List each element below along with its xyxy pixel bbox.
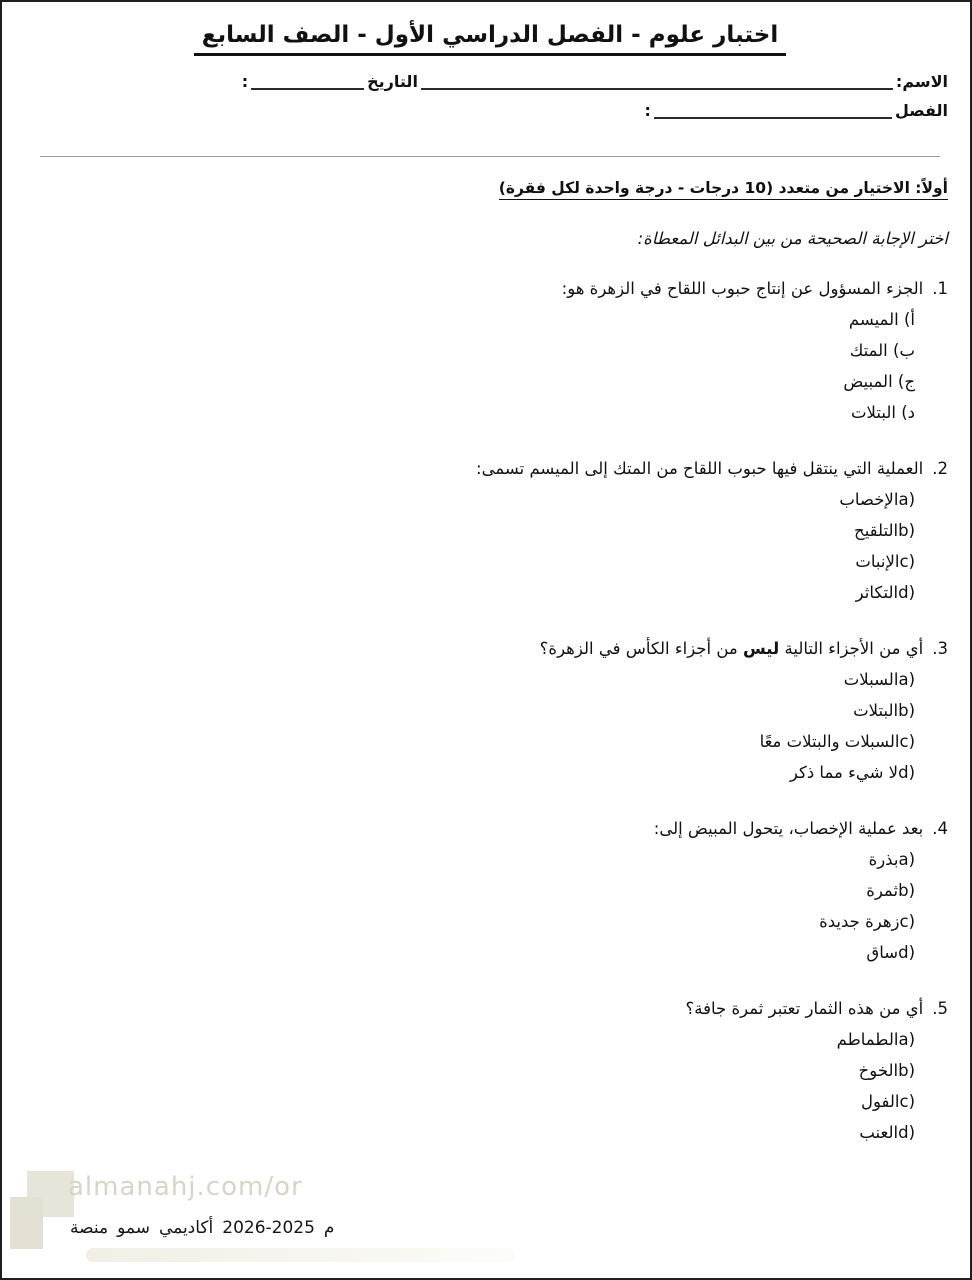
option-text: البتلات — [853, 701, 899, 720]
option-text: السبلات — [843, 670, 899, 689]
option-label: (c — [899, 912, 915, 931]
option-row — [32, 1024, 915, 1055]
option-text: البتلات — [851, 403, 896, 422]
option-text: الفول — [861, 1092, 900, 1111]
title-row — [32, 22, 948, 56]
class-row — [32, 101, 948, 120]
question-line — [32, 994, 948, 1024]
question-5 — [32, 994, 948, 1148]
option-label: (d — [898, 583, 915, 602]
question-line — [32, 274, 948, 304]
question-number: 2. — [932, 459, 948, 478]
header-fields — [32, 72, 948, 120]
footer-platform-text — [70, 1218, 334, 1238]
class-colon: : — [644, 101, 651, 120]
question-number: 1. — [932, 279, 948, 298]
option-label: (b — [898, 701, 915, 720]
option-label: (b — [898, 1061, 915, 1080]
option-row — [32, 906, 915, 937]
question-text-bold: ليس — [742, 639, 780, 658]
option-text: الطماطم — [836, 1030, 899, 1049]
footer-word: أكاديمي — [158, 1218, 214, 1238]
option-text: السبلات والبتلات معًا — [759, 732, 900, 751]
question-number: 4. — [932, 819, 948, 838]
question-number: 5. — [932, 999, 948, 1018]
option-text: الإنبات — [855, 552, 900, 571]
option-text: الميسم — [848, 310, 899, 329]
option-label: (b — [898, 881, 915, 900]
option-label: ج) — [892, 372, 915, 391]
watermark-text: almanahj.com/or — [68, 1172, 303, 1202]
question-text: العملية التي ينتقل فيها حبوب اللقاح من المتك إلى الميسم تسمى: — [476, 459, 924, 478]
option-row — [32, 546, 915, 577]
name-field-line — [421, 86, 893, 90]
footer-year: 2026-2025 — [222, 1218, 315, 1238]
option-row — [32, 875, 915, 906]
footer-word: م — [323, 1218, 335, 1238]
question-text: الجزء المسؤول عن إنتاج حبوب اللقاح في الزهرة هو: — [561, 279, 924, 298]
instruction-text: اختر الإجابة الصحيحة من بين البدائل المعطاة: — [637, 229, 948, 248]
option-label: (d — [898, 943, 915, 962]
option-row — [32, 726, 915, 757]
option-row — [32, 664, 915, 695]
option-text: المبيض — [843, 372, 893, 391]
option-row — [32, 397, 915, 428]
option-text: التكاثر — [855, 583, 899, 602]
question-line — [32, 814, 948, 844]
beige-block-bottom — [10, 1197, 43, 1249]
section-heading-text: أولاً: الاختيار من متعدد (10 درجات - درجة واحدة لكل فقرة) — [499, 179, 948, 200]
option-row — [32, 515, 915, 546]
option-row — [32, 844, 915, 875]
option-row — [32, 1055, 915, 1086]
date-field-line — [251, 86, 364, 90]
date-colon: : — [241, 72, 249, 91]
question-2 — [32, 454, 948, 608]
section-heading — [32, 179, 948, 200]
option-text: المتك — [849, 341, 888, 360]
question-text — [540, 639, 924, 658]
question-text-post: من أجزاء الكأس في الزهرة؟ — [539, 639, 743, 658]
option-text: العنب — [859, 1123, 899, 1142]
option-text: التلقيح — [854, 521, 899, 540]
option-text: الإخصاب — [839, 490, 899, 509]
date-label: التاريخ — [367, 72, 418, 91]
footer-word: منصة — [70, 1218, 109, 1238]
class-field-line — [654, 115, 892, 119]
question-number: 3. — [932, 639, 948, 658]
ghost-watermark — [86, 1248, 516, 1262]
option-text: ثمرة — [866, 881, 899, 900]
option-row — [32, 937, 915, 968]
option-label: (c — [899, 1092, 915, 1111]
name-date-row — [32, 72, 948, 91]
option-row — [32, 695, 915, 726]
option-row — [32, 1117, 915, 1148]
footer-word: سمو — [117, 1218, 150, 1238]
name-label: الاسم: — [895, 72, 948, 91]
option-row — [32, 1086, 915, 1117]
option-label: (a — [898, 670, 915, 689]
question-4 — [32, 814, 948, 968]
question-text-pre: أي من الأجزاء التالية — [779, 639, 924, 658]
question-text: بعد عملية الإخصاب، يتحول المبيض إلى: — [653, 819, 924, 838]
option-label: (c — [899, 732, 915, 751]
exam-title: اختبار علوم - الفصل الدراسي الأول - الصف السابع — [194, 22, 786, 56]
option-label: (c — [899, 552, 915, 571]
option-label: (d — [898, 1123, 915, 1142]
option-text: زهرة جديدة — [819, 912, 900, 931]
class-label: الفصل — [894, 101, 948, 120]
option-label: (a — [898, 490, 915, 509]
question-text: أي من هذه الثمار تعتبر ثمرة جافة؟ — [685, 999, 924, 1018]
option-label: (a — [898, 850, 915, 869]
question-line — [32, 454, 948, 484]
question-line — [32, 634, 948, 664]
option-row — [32, 757, 915, 788]
option-text: لا شيء مما ذكر — [789, 763, 899, 782]
option-label: ب) — [887, 341, 915, 360]
option-text: بذرة — [868, 850, 899, 869]
option-row — [32, 484, 915, 515]
option-row — [32, 335, 915, 366]
question-1 — [32, 274, 948, 428]
option-label: (a — [898, 1030, 915, 1049]
option-row — [32, 366, 915, 397]
option-text: الخوخ — [858, 1061, 899, 1080]
section-divider — [40, 156, 940, 157]
option-row — [32, 304, 915, 335]
option-label: أ) — [898, 310, 915, 329]
option-row — [32, 577, 915, 608]
option-text: ساق — [866, 943, 899, 962]
option-label: (d — [898, 763, 915, 782]
option-label: د) — [895, 403, 915, 422]
question-3 — [32, 634, 948, 788]
option-label: (b — [898, 521, 915, 540]
